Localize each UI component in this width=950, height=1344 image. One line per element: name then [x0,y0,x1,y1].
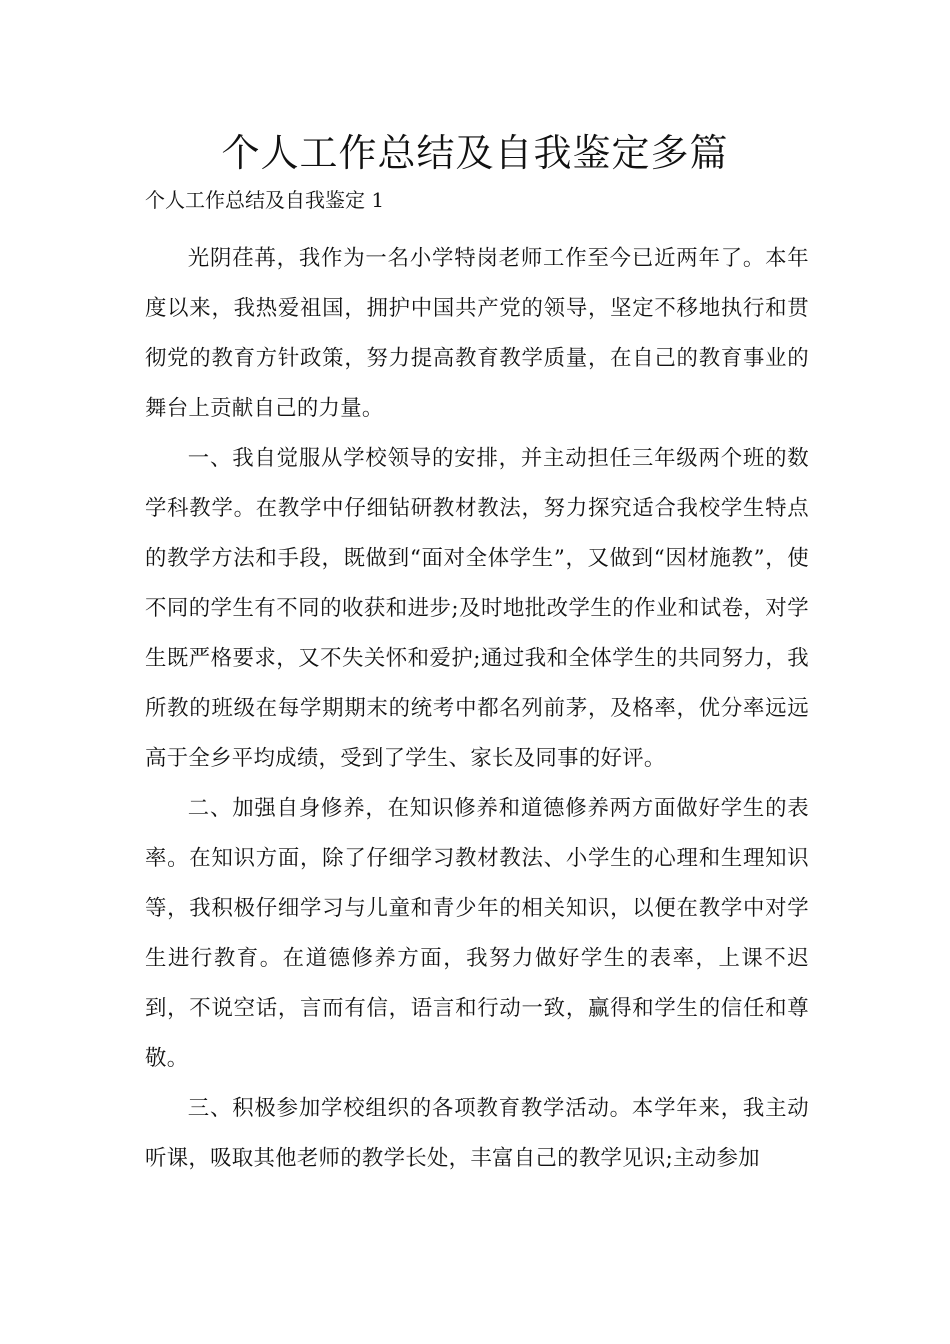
document-title: 个人工作总结及自我鉴定多篇 [221,131,729,175]
paragraph-3: 二、加强自身修养，在知识修养和道德修养两方面做好学生的表率。在知识方面，除了仔细学习教材教法、小学生的心理和生理知识等，我积极仔细学习与儿童和青少年的相关知识，以便在教学中对学生进行教育。在道德修养方面，我努力做好学生的表率，上课不迟到，不说空话，言而有信，语言和行动一致，赢得和学生的信任和尊敬。 [145,796,809,1071]
section-heading: 个人工作总结及自我鉴定 1 [145,188,385,212]
paragraph-2: 一、我自觉服从学校领导的安排，并主动担任三年级两个班的数学科教学。在教学中仔细钻研教材教法，努力探究适合我校学生特点的教学方法和手段，既做到“面对全体学生”，又做到“因材施教”，使不同的学生有不同的收获和进步;及时地批改学生的作业和试卷，对学生既严格要求，又不失关怀和爱护;通过我和全体学生的共同努力，我所教的班级在每学期期末的统考中都名列前茅，及格率，优分率远远高于全乡平均成绩，受到了学生、家长及同事的好评。 [145,446,809,771]
document-body [145,234,809,1184]
paragraph-4: 三、积极参加学校组织的各项教育教学活动。本学年来，我主动听课，吸取其他老师的教学长处，丰富自己的教学见识;主动参加 [145,1096,809,1171]
paragraph-1: 光阴荏苒，我作为一名小学特岗老师工作至今已近两年了。本年度以来，我热爱祖国，拥护中国共产党的领导，坚定不移地执行和贯彻党的教育方针政策，努力提高教育教学质量，在自己的教育事业的舞台上贡献自己的力量。 [145,246,809,421]
